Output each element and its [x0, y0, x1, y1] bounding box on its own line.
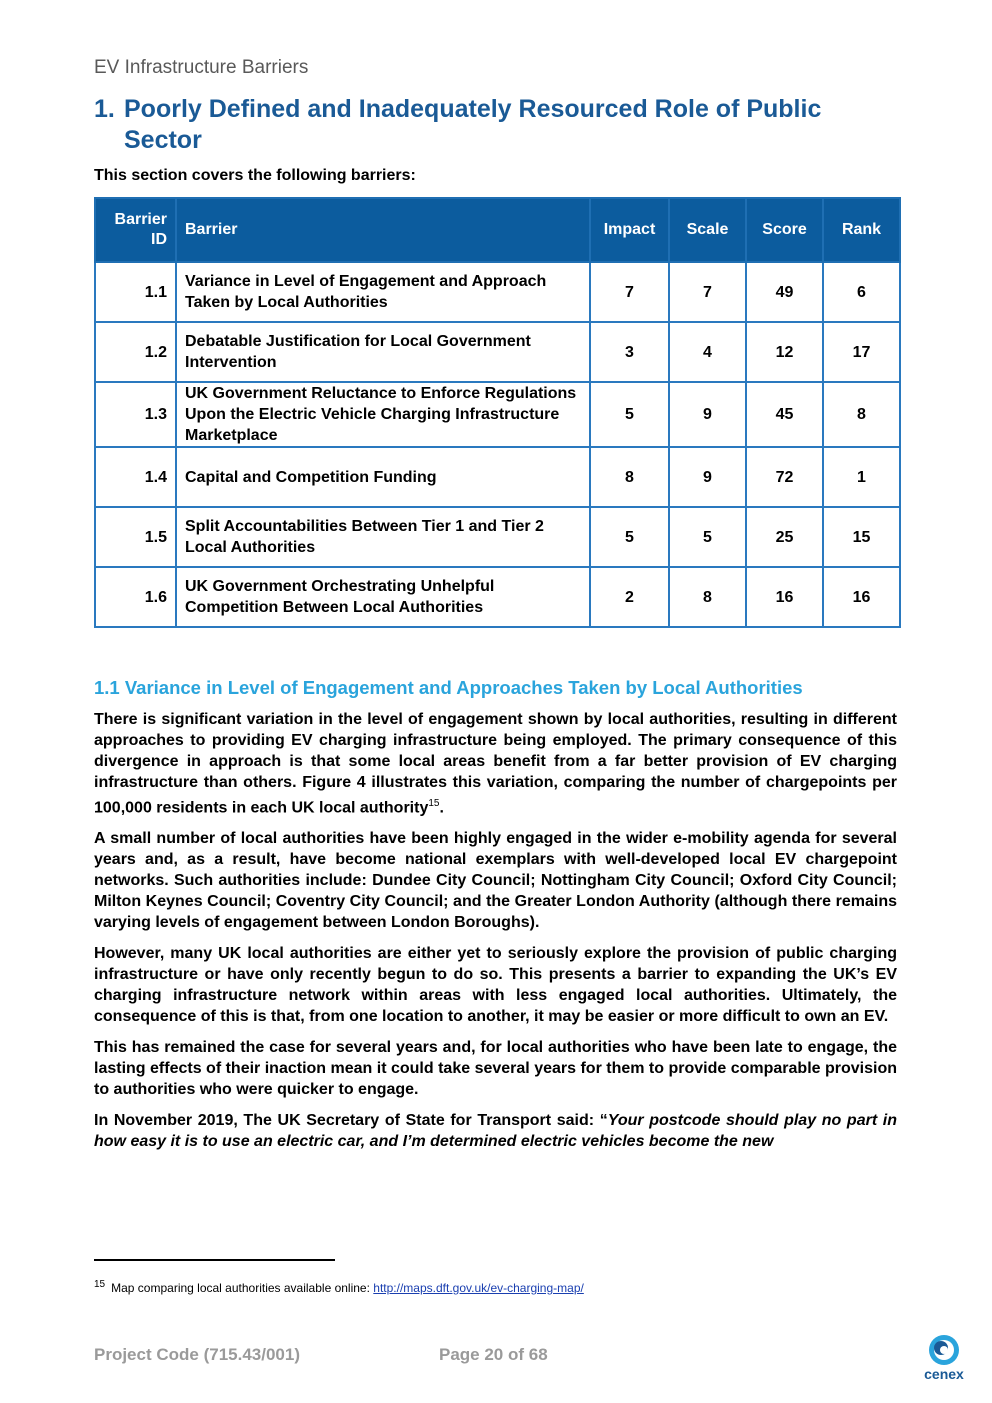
- cell-impact: 7: [590, 262, 669, 322]
- paragraph: [94, 709, 897, 818]
- cell-score: 72: [746, 447, 823, 507]
- table-row: [95, 322, 900, 382]
- cell-barrier: Debatable Justification for Local Government Intervention: [176, 322, 590, 382]
- running-header: EV Infrastructure Barriers: [94, 57, 309, 78]
- paragraph-1-end: .: [439, 799, 444, 817]
- header-barrier-id-line2: ID: [151, 231, 167, 248]
- cell-score: 49: [746, 262, 823, 322]
- cell-id: 1.6: [95, 567, 176, 627]
- header-barrier: Barrier: [176, 198, 590, 262]
- cell-rank: 16: [823, 567, 900, 627]
- cell-barrier: Capital and Competition Funding: [176, 447, 590, 507]
- header-score: Score: [746, 198, 823, 262]
- section-title-line2: Sector: [124, 126, 202, 154]
- header-barrier-id: [95, 198, 176, 262]
- footer-project-code: Project Code (715.43/001): [94, 1345, 300, 1364]
- body-text: [94, 709, 897, 1162]
- paragraph-5-quote: Your postcode should play no part in how easy it is to use an electric car, and I’m determined electric vehicles become the new: [94, 1112, 898, 1151]
- footnote-ref[interactable]: 15: [428, 798, 440, 809]
- section-intro: This section covers the following barriers:: [94, 167, 416, 184]
- header-scale: Scale: [669, 198, 746, 262]
- paragraph: However, many UK local authorities are either yet to seriously explore the provision of public charging infrastructure or have only recently begun to do so. This presents a barrier to expanding the UK’s EV charging infrastructure network within areas with less engaged local authorities. Ultimately, the consequence of this is that, from one location to another, it may be easier or more difficult to own an EV.: [94, 945, 897, 1026]
- header-barrier-id-line1: Barrier: [114, 211, 167, 228]
- barriers-table: [94, 197, 901, 628]
- cell-id: 1.4: [95, 447, 176, 507]
- cell-barrier: Split Accountabilities Between Tier 1 and Tier 2 Local Authorities: [176, 507, 590, 567]
- cell-impact: 5: [590, 382, 669, 447]
- cell-rank: 1: [823, 447, 900, 507]
- table-row: [95, 567, 900, 627]
- cell-id: 1.2: [95, 322, 176, 382]
- paragraph: This has remained the case for several years and, for local authorities who have been late to engage, the lasting effects of their inaction mean it could take several years for them to provide comparable provision to authorities who were quicker to engage.: [94, 1039, 897, 1099]
- cell-barrier: Variance in Level of Engagement and Approach Taken by Local Authorities: [176, 262, 590, 322]
- cell-score: 45: [746, 382, 823, 447]
- cell-scale: 5: [669, 507, 746, 567]
- cell-rank: 8: [823, 382, 900, 447]
- cell-barrier: UK Government Reluctance to Enforce Regulations Upon the Electric Vehicle Charging Infrastructure Marketplace: [176, 382, 590, 447]
- paragraph: [94, 1110, 897, 1152]
- table-header-row: [95, 198, 900, 262]
- subsection-title: 1.1 Variance in Level of Engagement and Approaches Taken by Local Authorities: [94, 677, 803, 698]
- cell-impact: 5: [590, 507, 669, 567]
- cell-scale: 9: [669, 447, 746, 507]
- table-row: [95, 447, 900, 507]
- cell-rank: 6: [823, 262, 900, 322]
- cenex-logo-text: cenex: [924, 1366, 964, 1382]
- footnote-text: Map comparing local authorities available online:: [111, 1281, 374, 1295]
- table-row: [95, 262, 900, 322]
- cell-id: 1.5: [95, 507, 176, 567]
- table-row: [95, 382, 900, 447]
- cell-id: 1.3: [95, 382, 176, 447]
- footnote-number: 15: [94, 1279, 106, 1290]
- paragraph-5-text: In November 2019, The UK Secretary of State for Transport said: “: [94, 1112, 608, 1130]
- paragraph-1-text: There is significant variation in the level of engagement shown by local authorities, resulting in different approaches to providing EV charging infrastructure being employed. The primary consequence of this divergence in approach is that some local areas benefit from a far better provision of EV charging infrastructure than others. Figure 4 illustrates this variation, comparing the number of chargepoints per 100,000 residents in each UK local authority: [94, 711, 897, 817]
- footer-page-number: Page 20 of 68: [439, 1345, 548, 1364]
- header-rank: Rank: [823, 198, 900, 262]
- cell-scale: 4: [669, 322, 746, 382]
- cell-score: 16: [746, 567, 823, 627]
- paragraph: A small number of local authorities have been highly engaged in the wider e-mobility agenda for several years and, as a result, have become national exemplars with well-developed local EV chargepoint networks. Such authorities include: Dundee City Council; Nottingham City Council; Oxford City Council; Milton Keynes Council; Coventry City Council; and the Greater London Authority (although there remains varying levels of engagement between London Boroughs).: [94, 830, 897, 932]
- cenex-logo: [914, 1333, 974, 1383]
- cell-score: 25: [746, 507, 823, 567]
- section-title: [94, 94, 914, 156]
- cell-rank: 17: [823, 322, 900, 382]
- cell-score: 12: [746, 322, 823, 382]
- cell-rank: 15: [823, 507, 900, 567]
- table-row: [95, 507, 900, 567]
- cell-impact: 2: [590, 567, 669, 627]
- section-number: 1.: [94, 95, 115, 123]
- section-title-line1: Poorly Defined and Inadequately Resourced Role of Public: [124, 95, 822, 123]
- cell-scale: 8: [669, 567, 746, 627]
- cell-scale: 7: [669, 262, 746, 322]
- cell-impact: 3: [590, 322, 669, 382]
- header-impact: Impact: [590, 198, 669, 262]
- cell-scale: 9: [669, 382, 746, 447]
- cell-id: 1.1: [95, 262, 176, 322]
- cell-barrier: UK Government Orchestrating Unhelpful Competition Between Local Authorities: [176, 567, 590, 627]
- cenex-logo-icon: [914, 1333, 974, 1367]
- footnote-divider: [94, 1259, 335, 1261]
- cell-impact: 8: [590, 447, 669, 507]
- footnote: [94, 1279, 584, 1295]
- footnote-link[interactable]: http://maps.dft.gov.uk/ev-charging-map/: [373, 1281, 584, 1295]
